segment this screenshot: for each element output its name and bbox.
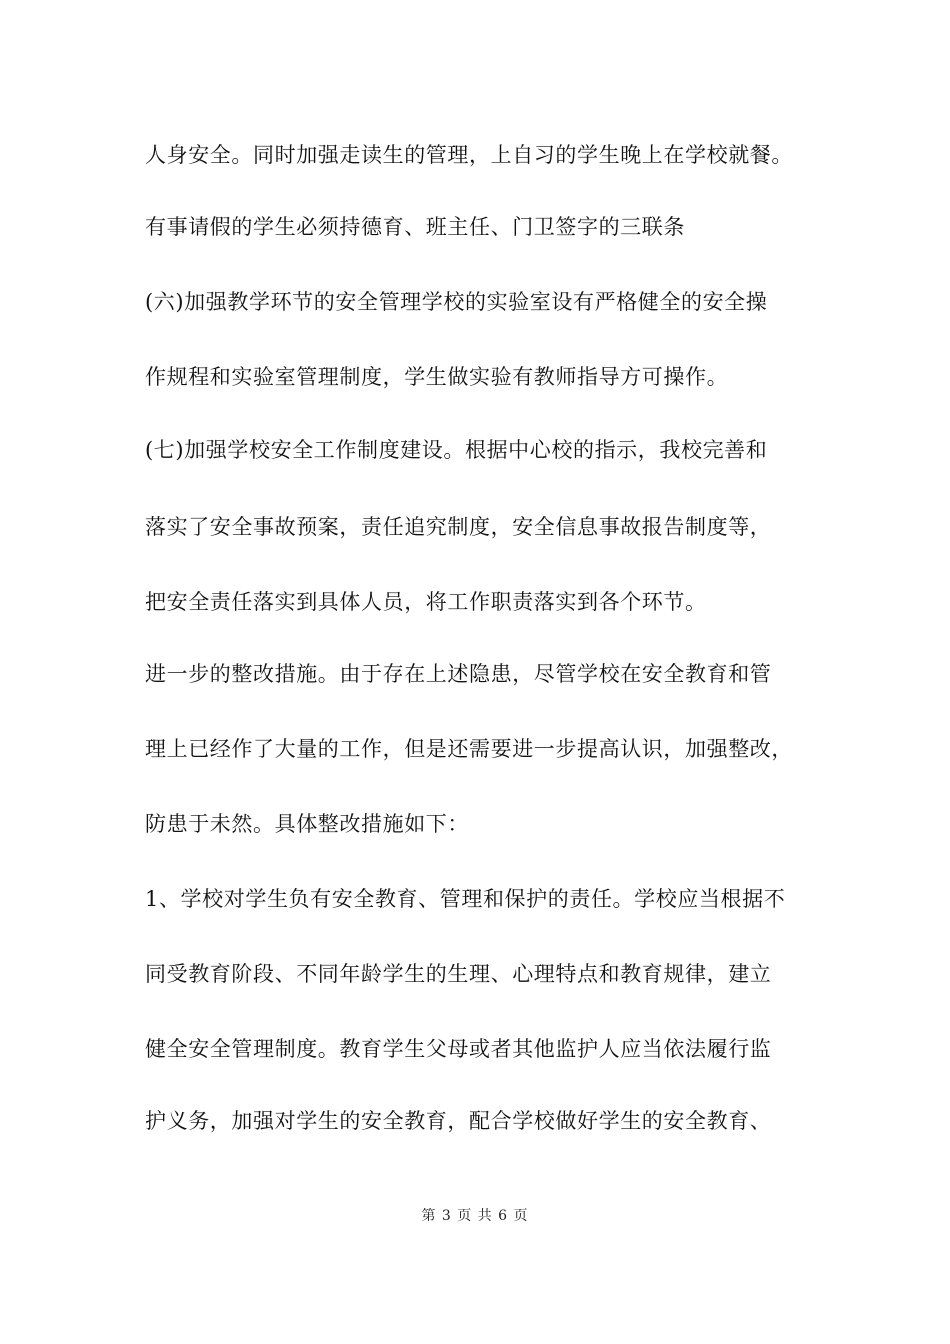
body-line-11: 1、学校对学生负有安全教育、管理和保护的责任。学校应当根据不 — [145, 887, 786, 911]
body-line-2: 有事请假的学生必须持德育、班主任、门卫签字的三联条 — [145, 215, 685, 239]
body-line-10: 防患于未然。具体整改措施如下： — [145, 812, 469, 836]
body-line-13: 健全安全管理制度。教育学生父母或者其他监护人应当依法履行监 — [145, 1037, 772, 1061]
body-line-14: 护义务，加强对学生的安全教育，配合学校做好学生的安全教育、 — [145, 1109, 772, 1133]
body-line-7: 把安全责任落实到具体人员，将工作职责落实到各个环节。 — [145, 590, 707, 614]
body-line-8: 进一步的整改措施。由于存在上述隐患，尽管学校在安全教育和管 — [145, 662, 772, 686]
body-line-12: 同受教育阶段、不同年龄学生的生理、心理特点和教育规律，建立 — [145, 962, 772, 986]
page-number-footer: 第 3 页 共 6 页 — [421, 1208, 529, 1224]
body-line-4: 作规程和实验室管理制度，学生做实验有教师指导方可操作。 — [145, 365, 729, 389]
body-line-6: 落实了安全事故预案，责任追究制度，安全信息事故报告制度等， — [145, 515, 772, 539]
body-line-1: 人身安全。同时加强走读生的管理，上自习的学生晚上在学校就餐。 — [145, 143, 793, 167]
body-line-3: (六)加强教学环节的安全管理学校的实验室设有严格健全的安全操 — [145, 290, 768, 314]
body-line-5: (七)加强学校安全工作制度建设。根据中心校的指示，我校完善和 — [145, 438, 768, 462]
body-line-9: 理上已经作了大量的工作，但是还需要进一步提高认识，加强整改， — [145, 737, 793, 761]
